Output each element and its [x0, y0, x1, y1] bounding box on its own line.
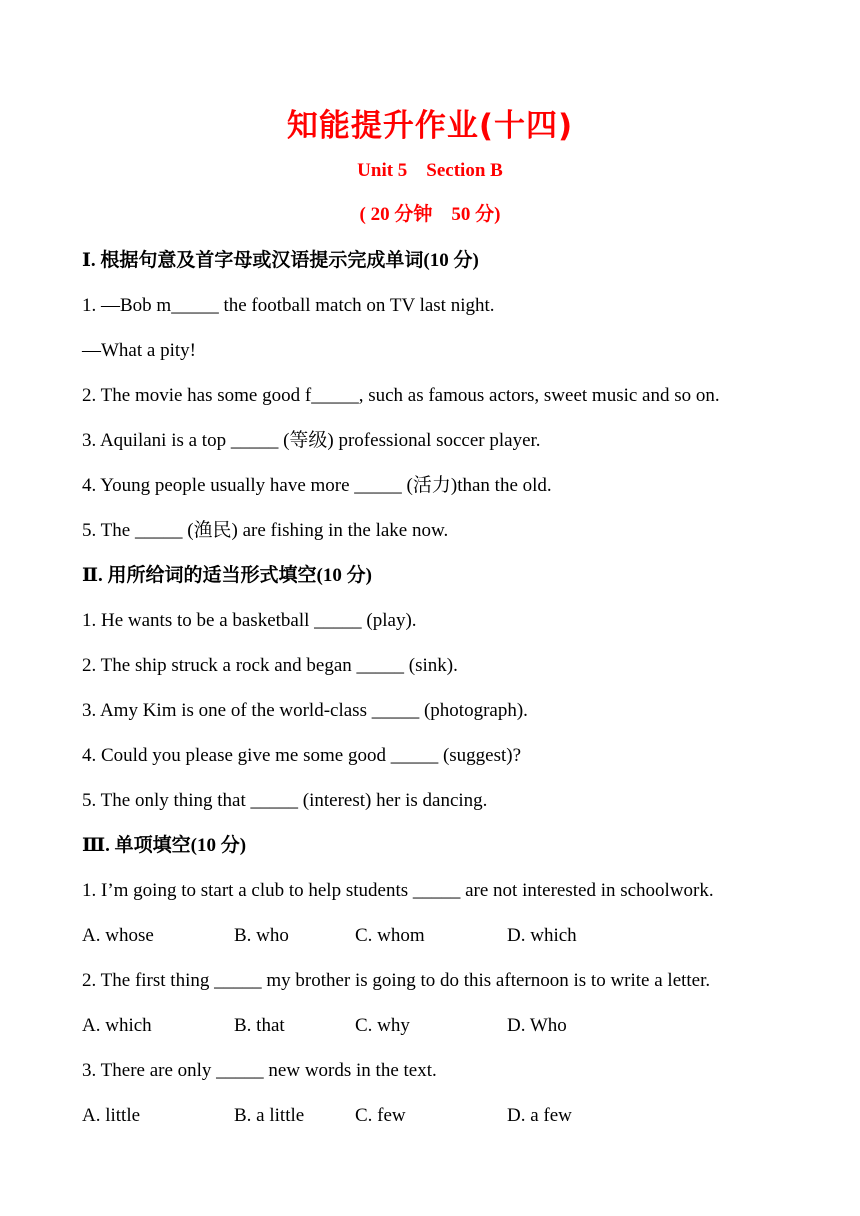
section-1-item-4: 4. Young people usually have more _____ (活力)than the old.	[82, 475, 552, 496]
question-2-stem: 2. The first thing _____ my brother is going to do this afternoon is to write a letter.	[82, 970, 711, 991]
unit-section-subtitle: Unit 5 Section B	[357, 160, 503, 181]
question-1-option-d: D. which	[507, 925, 577, 946]
section-2-item-1: 1. He wants to be a basketball _____ (play).	[82, 610, 417, 631]
section-1-item-3: 3. Aquilani is a top _____ (等级) professional soccer player.	[82, 430, 541, 451]
question-1-option-c: C. whom	[355, 925, 425, 946]
question-3-stem: 3. There are only _____ new words in the text.	[82, 1060, 437, 1081]
page-title: 知能提升作业(十四)	[286, 108, 574, 144]
question-2-option-b: B. that	[234, 1015, 285, 1036]
question-3-option-a: A. little	[82, 1105, 141, 1126]
section-3-heading: Ⅲ. 单项填空(10 分)	[82, 835, 247, 856]
question-3-option-b: B. a little	[234, 1105, 305, 1126]
question-2-option-a: A. which	[82, 1015, 152, 1036]
section-2-item-4: 4. Could you please give me some good _____ (suggest)?	[82, 745, 522, 766]
time-score-note: ( 20 分钟 50 分)	[359, 204, 501, 225]
question-2-option-d: D. Who	[507, 1015, 567, 1036]
section-1-item-2: 2. The movie has some good f_____, such as famous actors, sweet music and so on.	[82, 385, 720, 406]
question-1-option-a: A. whose	[82, 925, 154, 946]
section-2-item-2: 2. The ship struck a rock and began _____ (sink).	[82, 655, 458, 676]
question-3-option-c: C. few	[355, 1105, 406, 1126]
question-1-option-b: B. who	[234, 925, 289, 946]
question-3-option-d: D. a few	[507, 1105, 572, 1126]
question-2-option-c: C. why	[355, 1015, 410, 1036]
section-1-item-1: 1. —Bob m_____ the football match on TV last night.	[82, 295, 495, 316]
section-2-item-3: 3. Amy Kim is one of the world-class _____ (photograph).	[82, 700, 528, 721]
question-1-stem: 1. I’m going to start a club to help students _____ are not interested in schoolwork.	[82, 880, 714, 901]
section-2-item-5: 5. The only thing that _____ (interest) her is dancing.	[82, 790, 488, 811]
section-1-item-1-response: —What a pity!	[82, 340, 196, 361]
section-1-item-5: 5. The _____ (渔民) are fishing in the lake now.	[82, 520, 449, 541]
section-2-heading: Ⅱ. 用所给词的适当形式填空(10 分)	[82, 565, 372, 586]
section-1-heading: Ⅰ. 根据句意及首字母或汉语提示完成单词(10 分)	[82, 250, 479, 271]
